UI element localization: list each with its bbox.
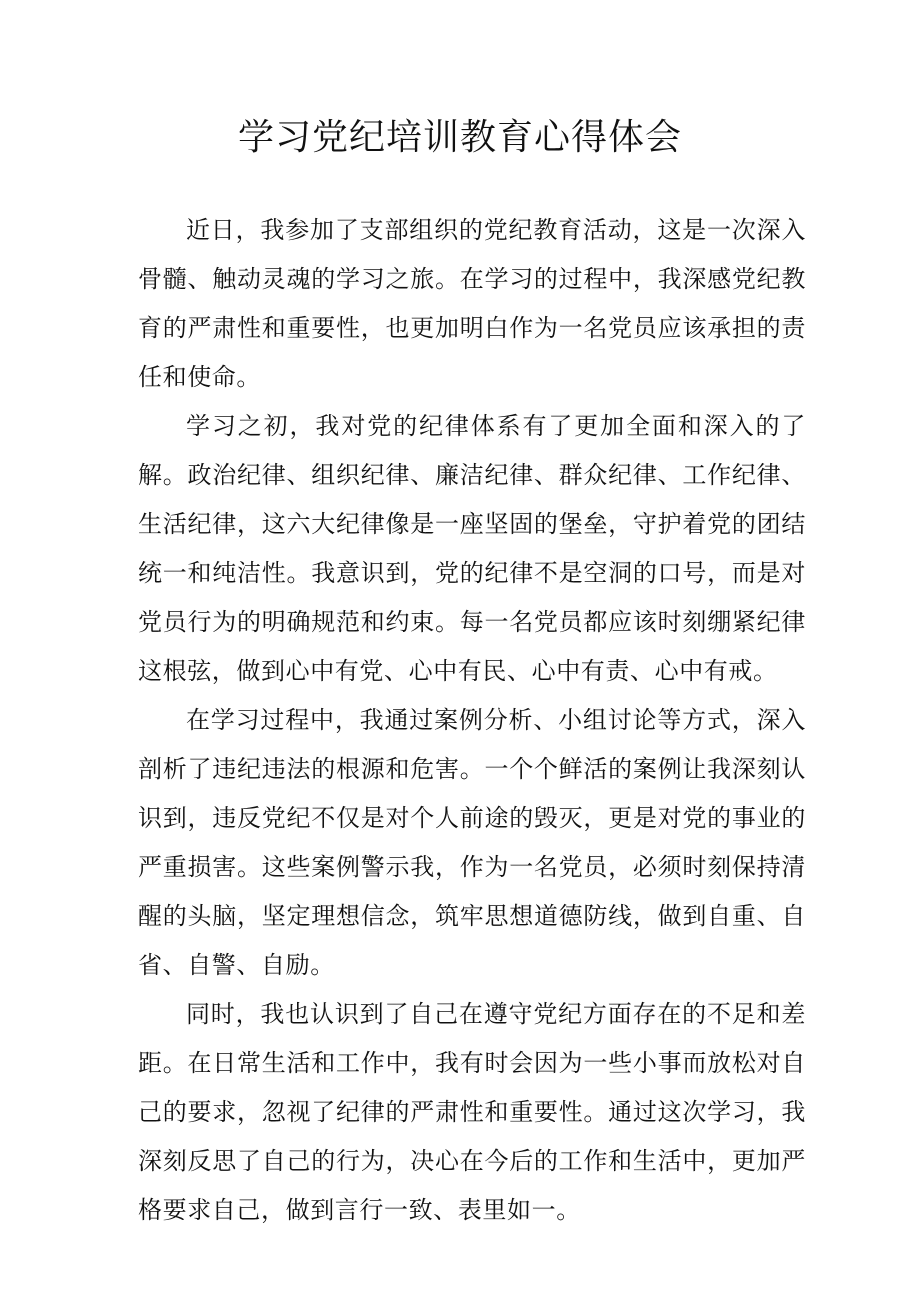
paragraph-1: 近日，我参加了支部组织的党纪教育活动，这是一次深入骨髓、触动灵魂的学习之旅。在学习的过程中，我深感党纪教育的严肃性和重要性，也更加明白作为一名党员应该承担的责任和使命。 xyxy=(138,216,806,391)
paragraph-2: 学习之初，我对党的纪律体系有了更加全面和深入的了解。政治纪律、组织纪律、廉洁纪律、群众纪律、工作纪律、生活纪律，这六大纪律像是一座坚固的堡垒，守护着党的团结统一和纯洁性。我意识到，党的纪律不是空洞的口号，而是对党员行为的明确规范和约束。每一名党员都应该时刻绷紧纪律这根弦，做到心中有党、心中有民、心中有责、心中有戒。 xyxy=(138,412,806,685)
document-title: 学习党纪培训教育心得体会 xyxy=(237,117,682,158)
paragraph-4: 同时，我也认识到了自己在遵守党纪方面存在的不足和差距。在日常生活和工作中，我有时会因为一些小事而放松对自己的要求，忽视了纪律的严肃性和重要性。通过这次学习，我深刻反思了自己的行为，决心在今后的工作和生活中，更加严格要求自己，做到言行一致、表里如一。 xyxy=(138,1000,806,1224)
paragraph-3: 在学习过程中，我通过案例分析、小组讨论等方式，深入剖析了违纪违法的根源和危害。一个个鲜活的案例让我深刻认识到，违反党纪不仅是对个人前途的毁灭，更是对党的事业的严重损害。这些案例警示我，作为一名党员，必须时刻保持清醒的头脑，坚定理想信念，筑牢思想道德防线，做到自重、自省、自警、自励。 xyxy=(138,706,806,979)
document-body xyxy=(138,206,806,1235)
